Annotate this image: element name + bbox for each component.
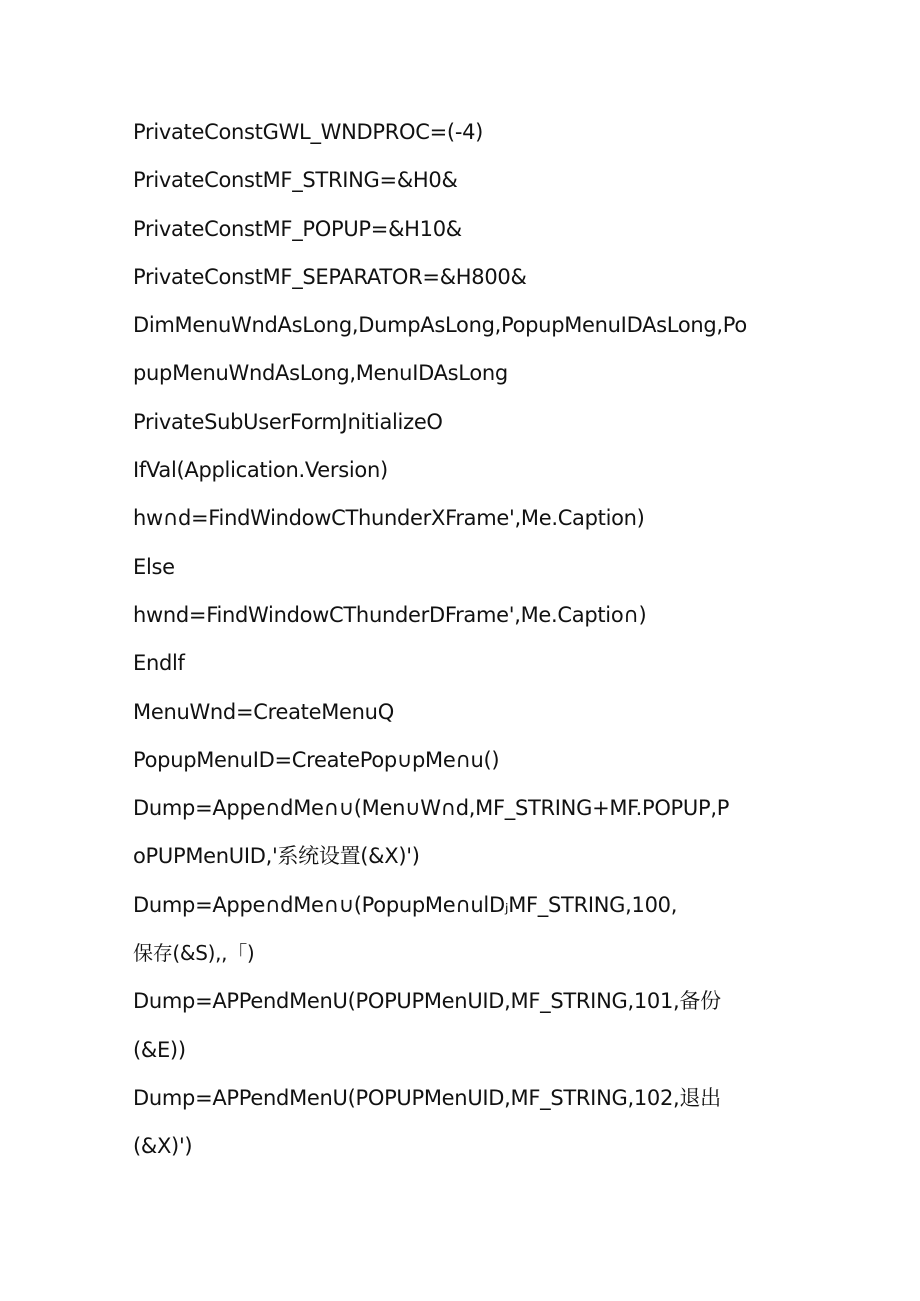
text-line: PrivateConstGWL_WNDPROC=(-4) — [133, 120, 484, 144]
text-line: 保存(&S),,「) — [133, 941, 255, 966]
text-line: Dump=Appe∩dMe∩∪(PopupMe∩ulDⱼMF_STRING,100, — [133, 892, 678, 917]
text-line: PopupMenuID=CreatePop∪pMe∩u() — [133, 747, 500, 772]
text-line: PrivateConstMF_STRING=&H0& — [133, 168, 458, 193]
text-line: PrivateConstMF_SEPARATOR=&H800& — [133, 264, 527, 289]
text-line: DimMenuWndAsLong,DumpAsLong,PopupMenuIDAsLong,Po — [133, 313, 747, 338]
text-line: IfVal(Application.Version) — [133, 458, 388, 483]
text-line: oPUPMenUID,'系统设置(&X)') — [133, 844, 420, 869]
text-line: hw∩d=FindWindowCThunderXFrame',Me.Caption) — [133, 506, 645, 531]
text-line: PrivateSubUserFormJnitializeO — [133, 409, 443, 434]
text-line: Else — [133, 554, 175, 579]
code-text-block — [133, 116, 833, 1179]
text-line: Dump=APPendMenU(POPUPMenUID,MF_STRING,102,退出 — [133, 1085, 721, 1110]
text-line: pupMenuWndAsLong,MenuIDAsLong — [133, 361, 508, 386]
text-line: hwnd=FindWindowCThunderDFrame',Me.Captio∩) — [133, 602, 647, 627]
text-line: Dump=APPendMenU(POPUPMenUID,MF_STRING,101,备份 — [133, 989, 721, 1014]
text-line: MenuWnd=CreateMenuQ — [133, 699, 394, 724]
text-line: (&E)) — [133, 1037, 186, 1062]
text-line: Endlf — [133, 651, 185, 676]
text-line: PrivateConstMF_POPUP=&H10& — [133, 216, 462, 241]
text-line: Dump=Appe∩dMe∩∪(Men∪W∩d,MF_STRING+MF.POPUP,P — [133, 796, 730, 821]
text-line: (&X)') — [133, 1134, 193, 1159]
